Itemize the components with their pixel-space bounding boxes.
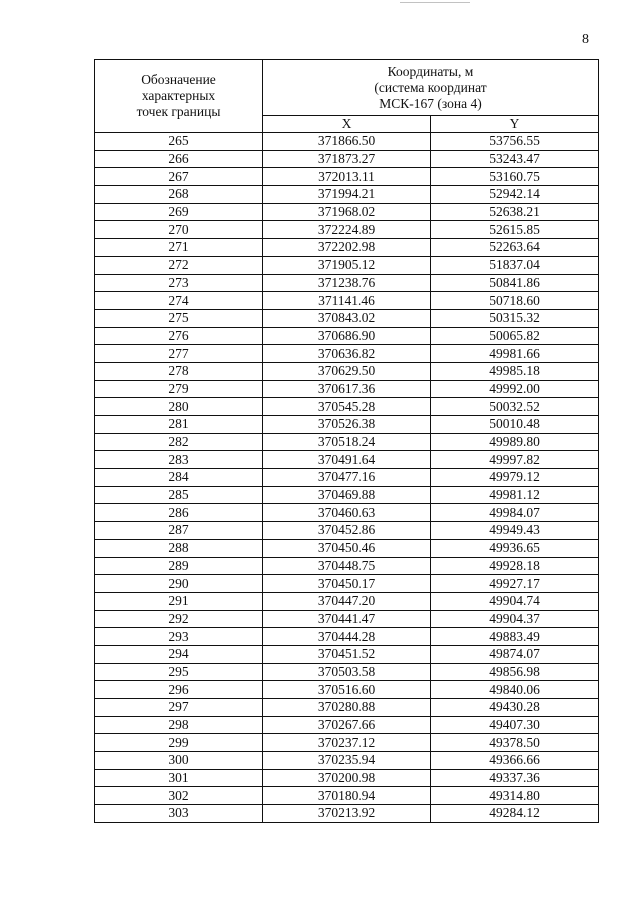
x-coordinate-cell: 370516.60 bbox=[263, 681, 431, 699]
point-cell: 271 bbox=[95, 239, 263, 257]
table-row bbox=[95, 309, 599, 327]
table-row bbox=[95, 362, 599, 380]
point-cell: 302 bbox=[95, 787, 263, 805]
point-header-line: Обозначение bbox=[141, 72, 216, 87]
y-coordinate-cell: 49337.36 bbox=[431, 769, 599, 787]
table-row bbox=[95, 292, 599, 310]
table-row bbox=[95, 203, 599, 221]
table-row bbox=[95, 699, 599, 717]
x-coordinate-cell: 370180.94 bbox=[263, 787, 431, 805]
point-cell: 289 bbox=[95, 557, 263, 575]
x-coordinate-cell: 370441.47 bbox=[263, 610, 431, 628]
y-coordinate-cell: 53243.47 bbox=[431, 150, 599, 168]
y-coordinate-cell: 49997.82 bbox=[431, 451, 599, 469]
table-row bbox=[95, 645, 599, 663]
point-cell: 292 bbox=[95, 610, 263, 628]
table-row bbox=[95, 610, 599, 628]
point-cell: 288 bbox=[95, 539, 263, 557]
x-coordinate-cell: 371866.50 bbox=[263, 133, 431, 151]
x-coordinate-cell: 371238.76 bbox=[263, 274, 431, 292]
point-cell: 291 bbox=[95, 592, 263, 610]
x-coordinate-cell: 370450.17 bbox=[263, 575, 431, 593]
y-coordinate-cell: 49883.49 bbox=[431, 628, 599, 646]
y-coordinate-cell: 50010.48 bbox=[431, 416, 599, 434]
x-coordinate-cell: 372202.98 bbox=[263, 239, 431, 257]
x-coordinate-cell: 370280.88 bbox=[263, 699, 431, 717]
point-cell: 286 bbox=[95, 504, 263, 522]
x-coordinate-cell: 370444.28 bbox=[263, 628, 431, 646]
point-cell: 272 bbox=[95, 256, 263, 274]
y-coordinate-cell: 49904.74 bbox=[431, 592, 599, 610]
y-coordinate-cell: 52942.14 bbox=[431, 186, 599, 204]
y-coordinate-cell: 49992.00 bbox=[431, 380, 599, 398]
x-coordinate-cell: 370477.16 bbox=[263, 469, 431, 487]
point-cell: 277 bbox=[95, 345, 263, 363]
table-row bbox=[95, 345, 599, 363]
point-cell: 295 bbox=[95, 663, 263, 681]
x-coordinate-cell: 371968.02 bbox=[263, 203, 431, 221]
x-coordinate-cell: 370213.92 bbox=[263, 805, 431, 823]
table-row bbox=[95, 380, 599, 398]
y-coordinate-cell: 49927.17 bbox=[431, 575, 599, 593]
y-column-header: Y bbox=[431, 116, 599, 133]
x-coordinate-cell: 370450.46 bbox=[263, 539, 431, 557]
y-coordinate-cell: 49981.66 bbox=[431, 345, 599, 363]
table-row bbox=[95, 787, 599, 805]
y-coordinate-cell: 49284.12 bbox=[431, 805, 599, 823]
table-row bbox=[95, 716, 599, 734]
x-coordinate-cell: 370503.58 bbox=[263, 663, 431, 681]
table-row bbox=[95, 398, 599, 416]
x-coordinate-cell: 370491.64 bbox=[263, 451, 431, 469]
point-cell: 275 bbox=[95, 309, 263, 327]
x-coordinate-cell: 370469.88 bbox=[263, 486, 431, 504]
x-coordinate-cell: 370267.66 bbox=[263, 716, 431, 734]
x-coordinate-cell: 370526.38 bbox=[263, 416, 431, 434]
x-coordinate-cell: 370235.94 bbox=[263, 752, 431, 770]
y-coordinate-cell: 49984.07 bbox=[431, 504, 599, 522]
y-coordinate-cell: 49407.30 bbox=[431, 716, 599, 734]
table-row bbox=[95, 681, 599, 699]
y-coordinate-cell: 50718.60 bbox=[431, 292, 599, 310]
y-coordinate-cell: 49314.80 bbox=[431, 787, 599, 805]
point-cell: 269 bbox=[95, 203, 263, 221]
table-row bbox=[95, 769, 599, 787]
point-cell: 265 bbox=[95, 133, 263, 151]
point-column-header bbox=[95, 60, 263, 133]
table-row bbox=[95, 575, 599, 593]
table-row bbox=[95, 752, 599, 770]
table-body bbox=[95, 133, 599, 823]
x-coordinate-cell: 370629.50 bbox=[263, 362, 431, 380]
table-row bbox=[95, 150, 599, 168]
x-coordinate-cell: 370452.86 bbox=[263, 522, 431, 540]
x-column-header: X bbox=[263, 116, 431, 133]
y-coordinate-cell: 50841.86 bbox=[431, 274, 599, 292]
y-coordinate-cell: 52615.85 bbox=[431, 221, 599, 239]
y-coordinate-cell: 49366.66 bbox=[431, 752, 599, 770]
table-row bbox=[95, 416, 599, 434]
table-row bbox=[95, 557, 599, 575]
y-coordinate-cell: 52263.64 bbox=[431, 239, 599, 257]
point-cell: 276 bbox=[95, 327, 263, 345]
table-row bbox=[95, 522, 599, 540]
x-coordinate-cell: 370843.02 bbox=[263, 309, 431, 327]
x-coordinate-cell: 370686.90 bbox=[263, 327, 431, 345]
table-row bbox=[95, 539, 599, 557]
table-row bbox=[95, 168, 599, 186]
y-coordinate-cell: 53160.75 bbox=[431, 168, 599, 186]
x-coordinate-cell: 370518.24 bbox=[263, 433, 431, 451]
x-coordinate-cell: 370460.63 bbox=[263, 504, 431, 522]
point-cell: 270 bbox=[95, 221, 263, 239]
x-coordinate-cell: 371905.12 bbox=[263, 256, 431, 274]
y-coordinate-cell: 49856.98 bbox=[431, 663, 599, 681]
coordinates-group-header bbox=[263, 60, 599, 116]
table-row bbox=[95, 274, 599, 292]
x-coordinate-cell: 370447.20 bbox=[263, 592, 431, 610]
point-cell: 301 bbox=[95, 769, 263, 787]
y-coordinate-cell: 49979.12 bbox=[431, 469, 599, 487]
coords-header-line: Координаты, м bbox=[387, 63, 474, 79]
y-coordinate-cell: 51837.04 bbox=[431, 256, 599, 274]
table-row bbox=[95, 805, 599, 823]
point-cell: 278 bbox=[95, 362, 263, 380]
y-coordinate-cell: 53756.55 bbox=[431, 133, 599, 151]
table-row bbox=[95, 327, 599, 345]
point-cell: 294 bbox=[95, 645, 263, 663]
y-coordinate-cell: 49378.50 bbox=[431, 734, 599, 752]
x-coordinate-cell: 370636.82 bbox=[263, 345, 431, 363]
x-coordinate-cell: 371873.27 bbox=[263, 150, 431, 168]
x-coordinate-cell: 372013.11 bbox=[263, 168, 431, 186]
table-row bbox=[95, 133, 599, 151]
point-cell: 293 bbox=[95, 628, 263, 646]
point-cell: 298 bbox=[95, 716, 263, 734]
point-cell: 303 bbox=[95, 805, 263, 823]
y-coordinate-cell: 50315.32 bbox=[431, 309, 599, 327]
point-cell: 268 bbox=[95, 186, 263, 204]
point-cell: 287 bbox=[95, 522, 263, 540]
coords-header-line: (система координат bbox=[374, 79, 487, 95]
scan-artifact-line bbox=[400, 2, 470, 5]
page-number: 8 bbox=[582, 32, 589, 47]
y-coordinate-cell: 49904.37 bbox=[431, 610, 599, 628]
point-cell: 296 bbox=[95, 681, 263, 699]
y-coordinate-cell: 50032.52 bbox=[431, 398, 599, 416]
table-row bbox=[95, 486, 599, 504]
point-cell: 273 bbox=[95, 274, 263, 292]
x-coordinate-cell: 370451.52 bbox=[263, 645, 431, 663]
coords-header-line: МСК-167 (зона 4) bbox=[379, 95, 482, 111]
x-coordinate-cell: 370200.98 bbox=[263, 769, 431, 787]
table-row bbox=[95, 628, 599, 646]
x-coordinate-cell: 371994.21 bbox=[263, 186, 431, 204]
point-cell: 282 bbox=[95, 433, 263, 451]
y-coordinate-cell: 49928.18 bbox=[431, 557, 599, 575]
table-row bbox=[95, 592, 599, 610]
x-coordinate-cell: 370545.28 bbox=[263, 398, 431, 416]
point-cell: 299 bbox=[95, 734, 263, 752]
table-row bbox=[95, 469, 599, 487]
x-coordinate-cell: 370617.36 bbox=[263, 380, 431, 398]
x-coordinate-cell: 370237.12 bbox=[263, 734, 431, 752]
y-coordinate-cell: 50065.82 bbox=[431, 327, 599, 345]
point-cell: 285 bbox=[95, 486, 263, 504]
table-row bbox=[95, 256, 599, 274]
table-row bbox=[95, 239, 599, 257]
y-coordinate-cell: 49874.07 bbox=[431, 645, 599, 663]
table-row bbox=[95, 734, 599, 752]
point-cell: 280 bbox=[95, 398, 263, 416]
y-coordinate-cell: 49430.28 bbox=[431, 699, 599, 717]
table-row bbox=[95, 186, 599, 204]
point-header-line: точек границы bbox=[136, 104, 221, 119]
y-coordinate-cell: 49989.80 bbox=[431, 433, 599, 451]
y-coordinate-cell: 49949.43 bbox=[431, 522, 599, 540]
x-coordinate-cell: 371141.46 bbox=[263, 292, 431, 310]
point-cell: 281 bbox=[95, 416, 263, 434]
point-cell: 297 bbox=[95, 699, 263, 717]
table-row bbox=[95, 451, 599, 469]
table-row bbox=[95, 221, 599, 239]
y-coordinate-cell: 49840.06 bbox=[431, 681, 599, 699]
point-cell: 279 bbox=[95, 380, 263, 398]
y-coordinate-cell: 49936.65 bbox=[431, 539, 599, 557]
y-coordinate-cell: 52638.21 bbox=[431, 203, 599, 221]
point-cell: 283 bbox=[95, 451, 263, 469]
y-coordinate-cell: 49985.18 bbox=[431, 362, 599, 380]
x-coordinate-cell: 370448.75 bbox=[263, 557, 431, 575]
point-cell: 267 bbox=[95, 168, 263, 186]
y-coordinate-cell: 49981.12 bbox=[431, 486, 599, 504]
point-header-line: характерных bbox=[141, 88, 216, 103]
point-cell: 274 bbox=[95, 292, 263, 310]
table-row bbox=[95, 433, 599, 451]
table-row bbox=[95, 663, 599, 681]
point-cell: 290 bbox=[95, 575, 263, 593]
x-coordinate-cell: 372224.89 bbox=[263, 221, 431, 239]
point-cell: 300 bbox=[95, 752, 263, 770]
coordinates-table bbox=[94, 59, 599, 823]
point-cell: 266 bbox=[95, 150, 263, 168]
table-row bbox=[95, 504, 599, 522]
point-cell: 284 bbox=[95, 469, 263, 487]
